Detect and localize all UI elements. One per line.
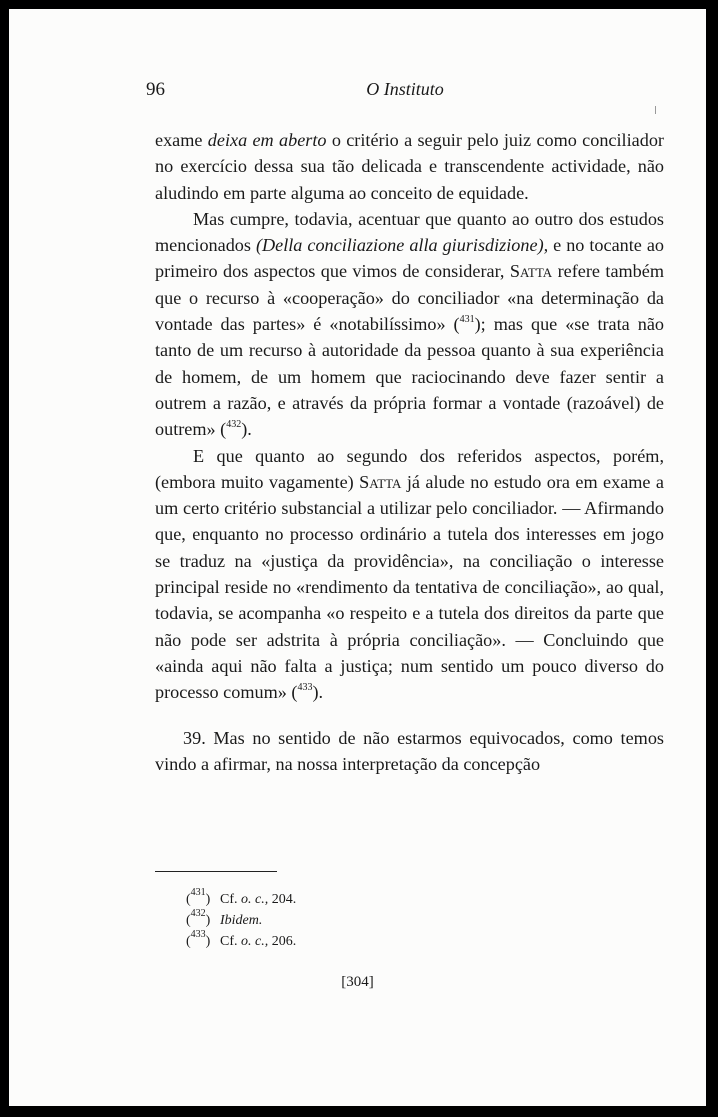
text-run: exame (155, 130, 208, 150)
margin-mark (655, 106, 656, 114)
footnotes (186, 889, 296, 952)
text-run: refere também que o recurso à «cooperação» do conciliador «na determinação da vontade das partes» é «notabilíssimo» ( (155, 261, 664, 335)
emphasis: Ibidem. (220, 913, 263, 928)
text-run: ). (312, 682, 324, 703)
emphasis: (Della conciliazione alla giurisdizione), (255, 235, 549, 256)
footnote (186, 910, 296, 931)
body-text (155, 127, 664, 777)
emphasis: o. c., (241, 892, 269, 907)
footnote-ref[interactable]: 432 (226, 419, 242, 431)
paragraph (155, 127, 664, 206)
emphasis: deixa em aberto (207, 130, 327, 150)
footnote-text (220, 889, 296, 910)
footnote (186, 889, 296, 910)
text-run: 204. (268, 892, 297, 907)
author-name: Satta (359, 471, 402, 492)
author-name: Satta (509, 261, 553, 282)
footnote-rule (155, 871, 277, 872)
footnote-ref[interactable]: 431 (459, 314, 475, 326)
emphasis: o. c., (241, 934, 269, 949)
text-run: já alude no estudo ora em exame a um certo critério substancial a utilizar pelo conciliador. — Afirmando que, enquanto no processo ordinário a tutela dos interesses em jogo se traduz na «justiça da providência», na conciliação o interesse principal reside no «rendimento da tentativa de conciliação», ao qual, todavia, se acompanha «o respeito e a tutela dos direitos da parte que não pode ser adstrita à própria conciliação». — Concluindo que «ainda aqui não falta a justiça; num sentido um pouco diverso do processo comum» ( (155, 471, 664, 703)
text-run: E que quanto ao segundo dos referidos aspectos, porém, (embora muito vagamente) (155, 445, 664, 492)
text-run: e no tocante ao primeiro dos aspectos que vimos de considerar, (155, 235, 665, 282)
page (9, 9, 706, 1106)
footnote-ref[interactable]: 433 (297, 682, 313, 694)
text-run: ); mas que «se trata não tanto de um recurso à autoridade da pessoa quanto à sua experiência de homem, de um homem que raciocinando deve fazer sentir a outrem a razão, e através da própria formar a vontade (razoável) de outrem» ( (155, 314, 664, 440)
footnote (186, 931, 296, 952)
running-header (146, 79, 664, 105)
page-number: 96 (146, 79, 165, 100)
text-run: 206. (268, 934, 297, 949)
footnote-marker: ($^{431}$) (186, 887, 211, 907)
paragraph (155, 443, 664, 706)
footnote-text (220, 931, 296, 952)
text-run: Cf. (220, 934, 241, 949)
folio: [304] (341, 974, 374, 990)
text-run: o critério a seguir pelo juiz como conciliador no exercício dessa sua tão delicada e transcendente actividade, não aludindo em parte alguma ao conceito de equidade. (155, 130, 664, 203)
footnote-marker: ($^{433}$) (186, 929, 211, 949)
footnote-number: 431 (190, 887, 206, 898)
footnote-marker: ($^{432}$) (186, 908, 211, 928)
text-run: ). (241, 419, 252, 440)
section-paragraph: 39. Mas no sentido de não estarmos equivocados, como temos vindo a afirmar, na nossa interpretação da concepção (155, 727, 664, 774)
running-title: O Instituto (366, 79, 444, 99)
footnote-number: 433 (190, 929, 206, 940)
paragraph (155, 206, 664, 443)
footnote-text (220, 910, 262, 931)
text-run: Mas cumpre, todavia, acentuar que quanto ao outro dos estudos mencionados (155, 208, 664, 256)
text-run: Cf. (220, 892, 241, 907)
footnote-number: 432 (190, 908, 206, 919)
